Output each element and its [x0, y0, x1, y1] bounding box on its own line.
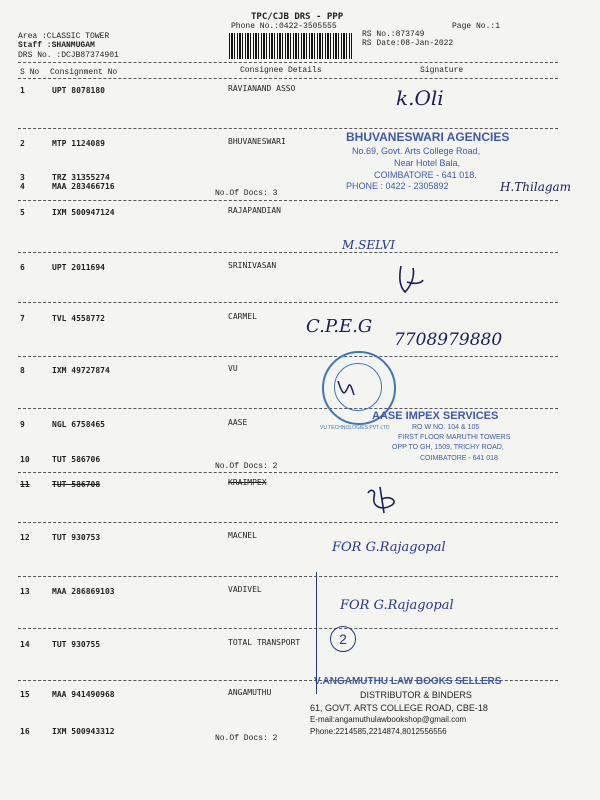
- signature-row-1: k.Oli: [396, 86, 444, 110]
- row-consignee: AASE: [228, 418, 248, 427]
- row-consignee: KRAIMPEX: [228, 478, 267, 487]
- row-sno: 16: [20, 727, 30, 736]
- row-consignment: TUT 930755: [52, 640, 101, 649]
- stamp-line: DISTRIBUTOR & BINDERS: [360, 690, 472, 700]
- divider: [18, 302, 558, 303]
- row-sno: 4: [20, 182, 25, 191]
- row-sno: 12: [20, 533, 30, 542]
- stamp-line: V.ANGAMUTHU LAW BOOKS SELLERS: [314, 676, 502, 687]
- row-sno: 13: [20, 587, 30, 596]
- divider: [18, 576, 558, 577]
- divider: [18, 472, 558, 473]
- col-consignee: Consignee Details: [240, 66, 322, 75]
- row-consignee: VADIVEL: [228, 585, 262, 594]
- row-sno: 7: [20, 314, 25, 323]
- row-consignment: TUT 930753: [52, 533, 101, 542]
- row-consignment: IXM 500943312: [52, 727, 115, 736]
- header-staff: Staff :SHANMUGAM: [18, 41, 95, 50]
- row-sno: 1: [20, 86, 25, 95]
- row-consignee: RAJAPANDIAN: [228, 206, 281, 215]
- stamp-line: BHUVANESWARI AGENCIES: [346, 130, 510, 144]
- row-consignment: UPT 2011694: [52, 263, 105, 272]
- col-sno: S No: [20, 68, 40, 77]
- scribble-signature: [362, 485, 402, 517]
- circled-number: 2: [330, 626, 356, 652]
- stamp-line: RO W NO. 104 & 105: [412, 424, 480, 431]
- scribble-signature: [395, 262, 425, 296]
- row-consignee: SRINIVASAN: [228, 261, 277, 270]
- header-drs-no: DRS No. :DCJB87374901: [18, 51, 119, 60]
- row-sno: 15: [20, 690, 30, 699]
- row-consignee: ANGAMUTHU: [228, 688, 272, 697]
- row-sno: 8: [20, 366, 25, 375]
- row-consignee: CARMEL: [228, 312, 257, 321]
- row-consignment: MAA 941490968: [52, 690, 115, 699]
- docs-note: No.Of Docs: 2: [215, 462, 278, 471]
- row-sno: 10: [20, 455, 30, 464]
- row-consignment: IXM 49727874: [52, 366, 110, 375]
- stamp-line: FIRST FLOOR MARUTHI TOWERS: [398, 434, 511, 441]
- stamp-line: 61, GOVT. ARTS COLLEGE ROAD, CBE-18: [310, 703, 488, 713]
- signature-row-7-name: C.P.E.G: [306, 316, 373, 337]
- header-phone: Phone No.:0422-3505555: [231, 22, 337, 31]
- row-sno: 11: [20, 480, 30, 489]
- row-consignee: BHUVANESWARI: [228, 137, 286, 146]
- row-sno: 6: [20, 263, 25, 272]
- row-consignment: NGL 6758465: [52, 420, 105, 429]
- row-consignment: TRZ 31355274: [52, 173, 110, 182]
- row-sno: 5: [20, 208, 25, 217]
- stamp-line: AASE IMPEX SERVICES: [372, 410, 499, 422]
- stamp-line: Near Hotel Bala,: [394, 158, 461, 168]
- row-sno: 9: [20, 420, 25, 429]
- docs-note: No.Of Docs: 3: [215, 189, 278, 198]
- row-consignment: MTP 1124089: [52, 139, 105, 148]
- row-sno: 2: [20, 139, 25, 148]
- header-area: Area :CLASSIC TOWER: [18, 32, 110, 41]
- row-consignment: TVL 4558772: [52, 314, 105, 323]
- col-signature: Signature: [420, 66, 464, 75]
- bracket-mark: [316, 572, 327, 694]
- header-rs-no: RS No.:873749: [362, 30, 425, 39]
- divider: [18, 62, 558, 63]
- scribble-signature: [334, 375, 358, 401]
- divider: [18, 356, 558, 357]
- stamp-line: OPP TO GH, 1509, TRICHY ROAD,: [392, 444, 504, 451]
- row-consignee: TOTAL TRANSPORT: [228, 638, 301, 647]
- docs-note: No.Of Docs: 2: [215, 734, 278, 743]
- stamp-line: E-mail:angamuthulawbookshop@gmail.com: [310, 715, 467, 724]
- row-consignee: RAVIANAND ASSO: [228, 84, 296, 93]
- stamp-line: No.69, Govt. Arts College Road,: [352, 146, 481, 156]
- row-consignment: IXM 500947124: [52, 208, 115, 217]
- col-consignment: Consignment No: [50, 68, 118, 77]
- signature-row-4: H.Thilagam: [500, 180, 572, 194]
- page-number: Page No.:1: [452, 22, 501, 31]
- stamp-line: Phone:2214585,2214874,8012556556: [310, 727, 447, 736]
- row-consignee: VU: [228, 364, 238, 373]
- signature-row-13: FOR G.Rajagopal: [340, 598, 454, 613]
- circle-seal-text: VU TECHNOLOGIES PVT LTD: [320, 425, 390, 431]
- report-title: TPC/CJB DRS - PPP: [251, 12, 344, 22]
- header-rs-date: RS Date:08-Jan-2022: [362, 39, 454, 48]
- divider: [18, 128, 558, 129]
- divider: [18, 522, 558, 523]
- signature-row-12: FOR G.Rajagopal: [332, 540, 446, 555]
- divider: [18, 408, 558, 409]
- divider: [18, 628, 558, 629]
- row-sno: 3: [20, 173, 25, 182]
- divider: [18, 252, 558, 253]
- row-consignment: MAA 283466716: [52, 182, 115, 191]
- stamp-line: COIMBATORE - 641 018.: [374, 170, 477, 180]
- divider: [18, 78, 558, 79]
- stamp-line: PHONE : 0422 - 2305892: [346, 181, 449, 191]
- signature-row-7-phone: 7708979880: [394, 330, 503, 350]
- row-consignment: MAA 286869103: [52, 587, 115, 596]
- row-consignment: TUT 586706: [52, 455, 101, 464]
- row-consignment: TUT 586708: [52, 480, 101, 489]
- divider: [18, 200, 558, 201]
- row-sno: 14: [20, 640, 30, 649]
- barcode: [229, 33, 352, 59]
- row-consignee: MACNEL: [228, 531, 257, 540]
- row-consignment: UPT 8078180: [52, 86, 105, 95]
- signature-row-5: M.SELVI: [342, 238, 396, 252]
- stamp-line: COIMBATORE - 641 018: [420, 455, 498, 462]
